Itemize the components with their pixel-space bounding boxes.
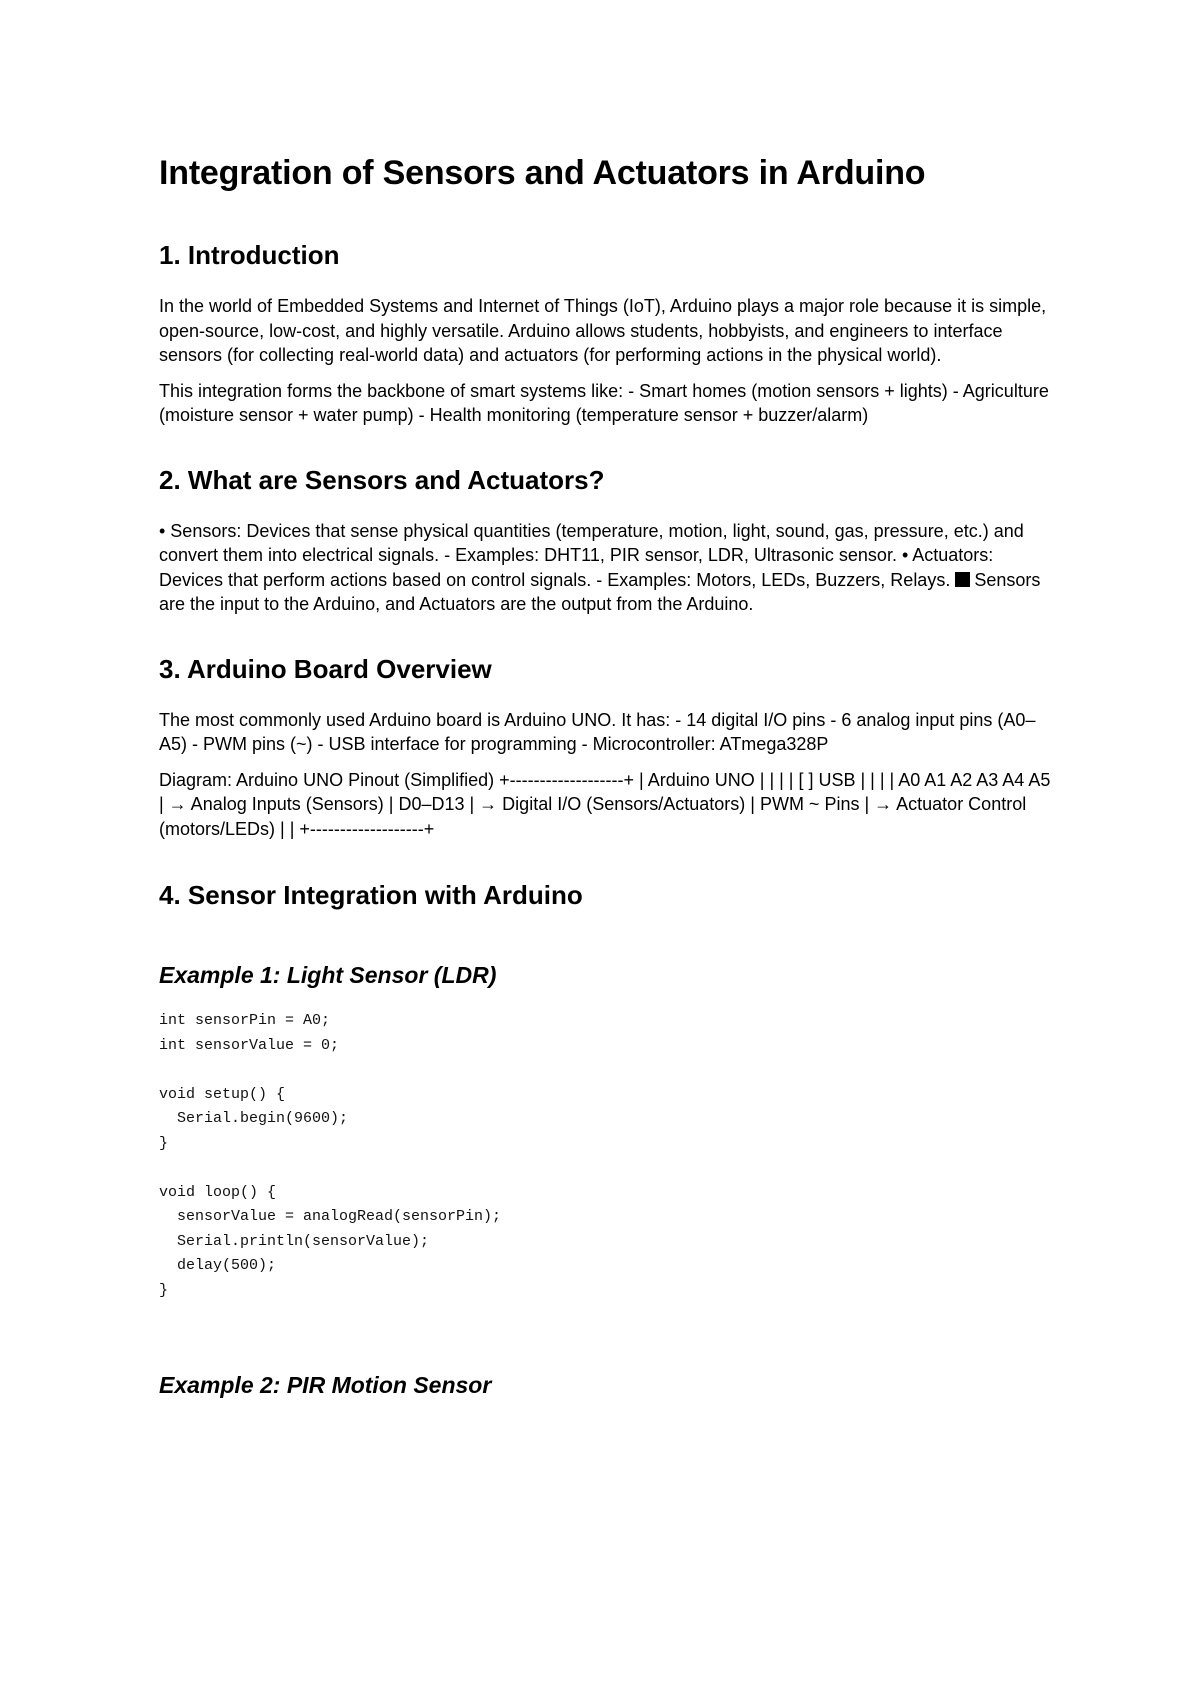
square-bullet-icon <box>955 572 970 587</box>
section-heading-sensor-integration: 4. Sensor Integration with Arduino <box>159 880 583 910</box>
intro-paragraph-1: In the world of Embedded Systems and Internet of Things (IoT), Arduino plays a major role because it is simple, open-source, low-cost, and highly versatile. Arduino allows students, hobbyists, and engineers to interface sensors (for collecting real-world data) and actuators (for performing actions in the physical world). <box>159 296 1047 365</box>
example-2-heading: Example 2: PIR Motion Sensor <box>159 1372 492 1398</box>
example-1-code: int sensorPin = A0; int sensorValue = 0; void setup() { Serial.begin(9600); } void loop() { sensorValue = analogRead(sensorPin); Serial.println(sensorValue); delay(500); } <box>159 1012 502 1299</box>
section-heading-sensors-actuators: 2. What are Sensors and Actuators? <box>159 464 605 495</box>
sensors-actuators-text: • Sensors: Devices that sense physical quantities (temperature, motion, light, sound, gas, pressure, etc.) and convert them into electrical signals. - Examples: DHT11, PIR sensor, LDR, Ultrasonic sensor. • Actuators: Devices that perform actions based on control signals. - Examples: Motors, LEDs, Buzzers, Relays. <box>159 520 1024 590</box>
example-1-heading: Example 1: Light Sensor (LDR) <box>159 962 497 988</box>
section-heading-board-overview: 3. Arduino Board Overview <box>159 653 492 684</box>
intro-paragraph-2: This integration forms the backbone of smart systems like: - Smart homes (motion sensors + lights) - Agriculture (moisture sensor + water pump) - Health monitoring (temperature sensor + buzzer/alarm) <box>159 380 1049 425</box>
sensors-actuators-summary: Sensors are the input to the Arduino, and Actuators are the output from the Arduino. <box>159 569 1041 614</box>
sensors-actuators-paragraph <box>159 519 1059 617</box>
section-heading-introduction: 1. Introduction <box>159 240 340 270</box>
document-title: Integration of Sensors and Actuators in Arduino <box>159 154 926 192</box>
board-diagram-paragraph: Diagram: Arduino UNO Pinout (Simplified) +-------------------+ | Arduino UNO | | | | [ ] USB | | | | A0 A1 A2 A3 A4 A5 | → Analog Inputs (Sensors) | D0–D13 | → Digital I/O (Sensors/Actuators) | PWM ~ Pins | → Actuator Control (motors/LEDs) | | +-------------------+ <box>159 769 1051 839</box>
document-content <box>159 150 1059 1400</box>
board-paragraph-1: The most commonly used Arduino board is Arduino UNO. It has: - 14 digital I/O pins - 6 analog input pins (A0–A5) - PWM pins (~) - USB interface for programming - Microcontroller: ATmega328P <box>159 709 1036 754</box>
